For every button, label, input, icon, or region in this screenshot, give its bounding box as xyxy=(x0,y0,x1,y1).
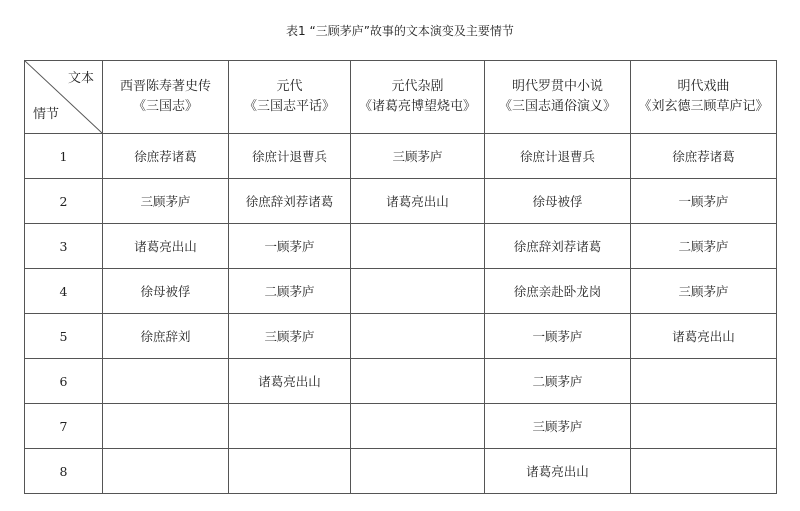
table-cell: 徐母被俘 xyxy=(103,269,229,314)
table-cell xyxy=(631,404,777,449)
table-cell: 徐母被俘 xyxy=(485,179,631,224)
table-cell: 徐庶计退曹兵 xyxy=(229,134,351,179)
table-cell: 诸葛亮出山 xyxy=(103,224,229,269)
corner-header-cell xyxy=(25,61,103,134)
table-cell: 二顾茅庐 xyxy=(631,224,777,269)
corner-label-plot: 情节 xyxy=(33,107,60,122)
row-index: 4 xyxy=(25,269,103,314)
column-title: 《三国志通俗演义》 xyxy=(498,99,616,114)
table-row xyxy=(25,404,777,449)
table-cell xyxy=(103,359,229,404)
table-cell: 三顾茅庐 xyxy=(103,179,229,224)
table-cell: 三顾茅庐 xyxy=(351,134,485,179)
table-cell: 三顾茅庐 xyxy=(485,404,631,449)
row-index: 3 xyxy=(25,224,103,269)
table-cell: 诸葛亮出山 xyxy=(485,449,631,494)
table-row xyxy=(25,359,777,404)
table-row xyxy=(25,179,777,224)
table-cell: 徐庶荐诸葛 xyxy=(103,134,229,179)
table-cell: 徐庶计退曹兵 xyxy=(485,134,631,179)
column-header xyxy=(351,61,485,134)
column-header xyxy=(631,61,777,134)
table-caption: 表1 “三顾茅庐”故事的文本演变及主要情节 xyxy=(286,24,514,38)
table-cell: 徐庶亲赴卧龙岗 xyxy=(485,269,631,314)
table-cell xyxy=(351,359,485,404)
table-header-row xyxy=(25,61,777,134)
table-cell: 诸葛亮出山 xyxy=(229,359,351,404)
table-cell: 一顾茅庐 xyxy=(631,179,777,224)
table-cell xyxy=(229,449,351,494)
column-name: 元代杂剧 xyxy=(391,79,444,94)
row-index: 6 xyxy=(25,359,103,404)
table-cell xyxy=(351,269,485,314)
table-cell xyxy=(103,404,229,449)
table-cell xyxy=(351,224,485,269)
column-title: 《三国志平话》 xyxy=(243,99,335,114)
table-cell xyxy=(103,449,229,494)
column-header xyxy=(103,61,229,134)
column-name: 明代戏曲 xyxy=(677,79,730,94)
table-row xyxy=(25,449,777,494)
table-row xyxy=(25,314,777,359)
table-cell xyxy=(229,404,351,449)
column-title: 《刘玄德三顾草庐记》 xyxy=(638,99,769,114)
column-name: 明代罗贯中小说 xyxy=(511,79,603,94)
corner-label-text: 文本 xyxy=(67,71,94,86)
column-title: 《三国志》 xyxy=(132,99,198,114)
table-cell: 三顾茅庐 xyxy=(631,269,777,314)
table-cell: 诸葛亮出山 xyxy=(631,314,777,359)
table-cell: 一顾茅庐 xyxy=(485,314,631,359)
row-index: 5 xyxy=(25,314,103,359)
table-row xyxy=(25,134,777,179)
column-name: 西晋陈寿著史传 xyxy=(119,79,211,94)
table-cell: 一顾茅庐 xyxy=(229,224,351,269)
table-cell: 三顾茅庐 xyxy=(229,314,351,359)
table-cell xyxy=(351,449,485,494)
column-header xyxy=(229,61,351,134)
column-header xyxy=(485,61,631,134)
plot-evolution-table xyxy=(24,60,777,494)
table-cell: 二顾茅庐 xyxy=(485,359,631,404)
table-cell: 二顾茅庐 xyxy=(229,269,351,314)
row-index: 1 xyxy=(25,134,103,179)
table-cell xyxy=(351,404,485,449)
table-cell xyxy=(631,359,777,404)
table-cell: 诸葛亮出山 xyxy=(351,179,485,224)
column-title: 《诸葛亮博望烧屯》 xyxy=(358,99,476,114)
table-row xyxy=(25,269,777,314)
table-cell: 徐庶辞刘荐诸葛 xyxy=(229,179,351,224)
row-index: 8 xyxy=(25,449,103,494)
row-index: 2 xyxy=(25,179,103,224)
table-row xyxy=(25,224,777,269)
table-cell xyxy=(351,314,485,359)
column-name: 元代 xyxy=(276,79,303,94)
row-index: 7 xyxy=(25,404,103,449)
table-cell: 徐庶辞刘荐诸葛 xyxy=(485,224,631,269)
table-cell: 徐庶荐诸葛 xyxy=(631,134,777,179)
table-cell xyxy=(631,449,777,494)
table-cell: 徐庶辞刘 xyxy=(103,314,229,359)
